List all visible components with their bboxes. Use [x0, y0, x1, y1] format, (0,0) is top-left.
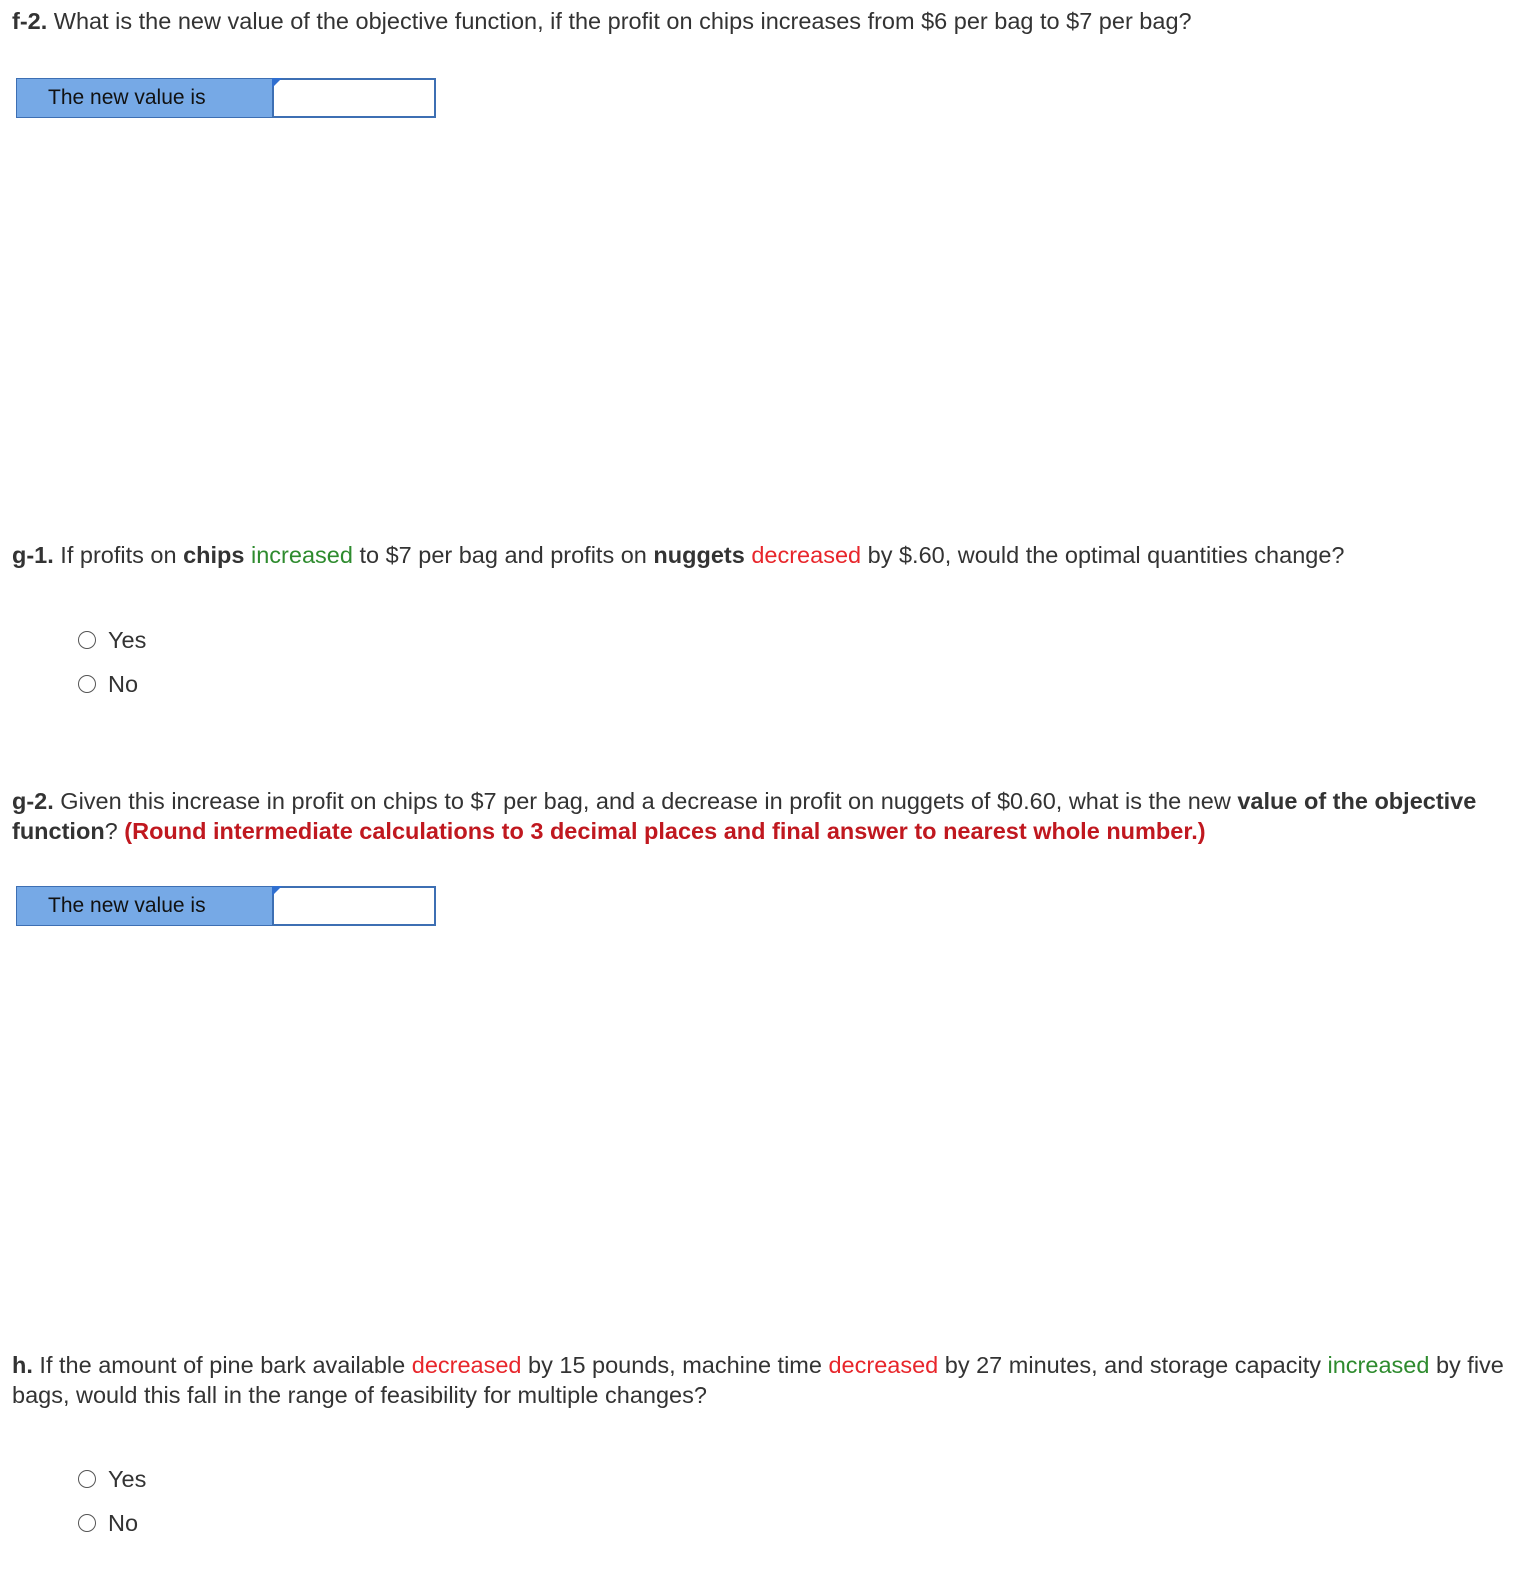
question-number: f-2. — [12, 8, 48, 34]
radio-circle-icon[interactable] — [78, 1514, 96, 1532]
answer-input-g2[interactable] — [272, 886, 436, 926]
keyword-increased: increased — [251, 542, 353, 568]
question-text: What is the new value of the objective function, if the profit on chips increases from $6 per bag to $7 per bag? — [47, 8, 1192, 34]
keyword-decreased: decreased — [411, 1352, 522, 1378]
field-marker-icon — [272, 78, 282, 88]
answer-row-g2 — [16, 886, 436, 926]
radio-circle-icon[interactable] — [78, 631, 96, 649]
question-number: g-2. — [12, 788, 54, 814]
radio-circle-icon[interactable] — [78, 675, 96, 693]
question-text: ? — [104, 818, 125, 844]
radio-group-g1 — [78, 618, 146, 706]
keyword-chips: chips — [183, 542, 245, 568]
question-text: to $7 per bag and profits on — [352, 542, 654, 568]
rounding-note: (Round intermediate calculations to 3 decimal places and final answer to nearest whole number.) — [124, 818, 1206, 844]
question-g1 — [12, 540, 1527, 570]
question-number: h. — [12, 1352, 33, 1378]
field-marker-icon — [272, 886, 282, 896]
radio-circle-icon[interactable] — [78, 1470, 96, 1488]
answer-label: The new value is — [16, 886, 272, 926]
keyword-nuggets: nuggets — [653, 542, 745, 568]
question-g2 — [12, 786, 1527, 846]
keyword-objective: value of the objective function — [12, 788, 1477, 844]
radio-option-yes[interactable] — [78, 1457, 146, 1501]
answer-label: The new value is — [16, 78, 272, 118]
answer-input-f2[interactable] — [272, 78, 436, 118]
radio-option-no[interactable] — [78, 662, 146, 706]
radio-option-yes[interactable] — [78, 618, 146, 662]
radio-label: No — [108, 670, 139, 697]
radio-label: Yes — [108, 626, 147, 653]
question-text: If the amount of pine bark available — [32, 1352, 412, 1378]
radio-group-h — [78, 1457, 146, 1545]
radio-option-no[interactable] — [78, 1501, 146, 1545]
question-text: by five bags, would this fall in the range of feasibility for multiple changes? — [12, 1352, 1504, 1408]
question-text: by $.60, would the optimal quantities change? — [861, 542, 1345, 568]
radio-label: Yes — [108, 1465, 147, 1492]
question-text: by 15 pounds, machine time — [521, 1352, 829, 1378]
keyword-decreased: decreased — [828, 1352, 939, 1378]
answer-row-f2 — [16, 78, 436, 118]
question-text: If profits on — [53, 542, 184, 568]
keyword-increased: increased — [1327, 1352, 1430, 1378]
question-f2 — [12, 6, 1527, 36]
radio-label: No — [108, 1509, 139, 1536]
keyword-decreased: decreased — [751, 542, 862, 568]
question-h — [12, 1350, 1527, 1410]
question-text: Given this increase in profit on chips to $7 per bag, and a decrease in profit on nuggets of $0.60, what is the new — [53, 788, 1238, 814]
question-number: g-1. — [12, 542, 54, 568]
question-text: by 27 minutes, and storage capacity — [938, 1352, 1328, 1378]
